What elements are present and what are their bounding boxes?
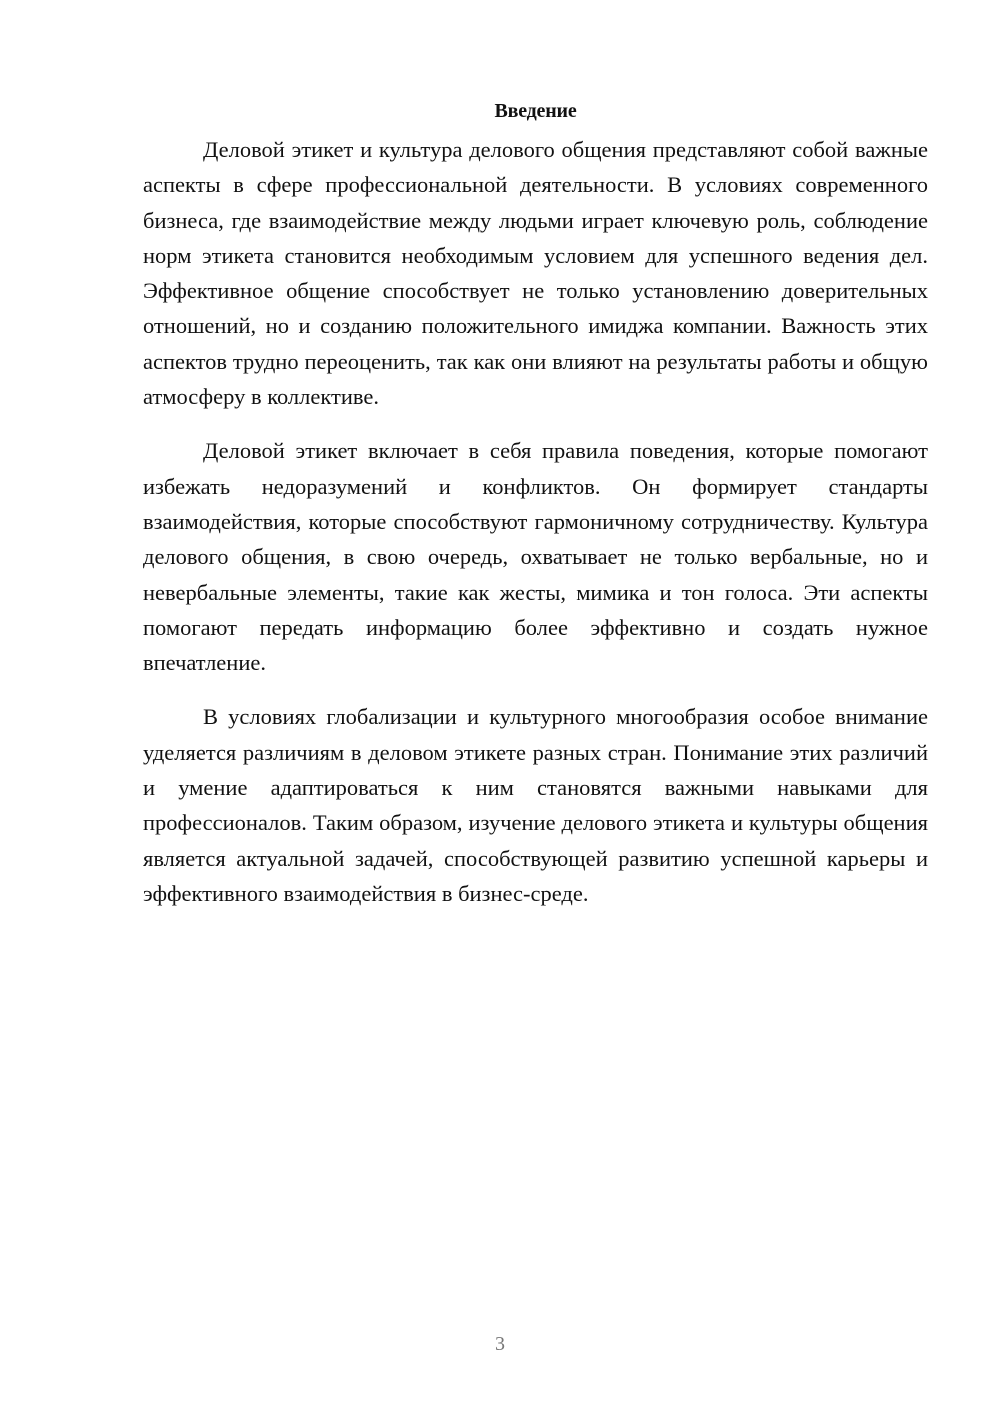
page-number: 3	[495, 1333, 505, 1355]
paragraph-3: В условиях глобализации и культурного многообразия особое внимание уделяется различиям в деловом этикете разных стран. Понимание этих различий и умение адаптироваться к ним становятся важными навыками для профессионалов. Таким образом, изучение делового этикета и культуры общения является актуальной задачей, способствующей развитию успешной карьеры и эффективного взаимодействия в бизнес-среде.	[143, 704, 928, 906]
page-content	[143, 96, 928, 930]
paragraph-1: Деловой этикет и культура делового общения представляют собой важные аспекты в сфере профессиональной деятельности. В условиях современного бизнеса, где взаимодействие между людьми играет ключевую роль, соблюдение норм этикета становится необходимым условием для успешного ведения дел. Эффективное общение способствует не только установлению доверительных отношений, но и созданию положительного имиджа компании. Важность этих аспектов трудно переоценить, так как они влияют на результаты работы и общую атмосферу в коллективе.	[143, 137, 928, 410]
section-heading: Введение	[494, 100, 577, 122]
paragraph-2: Деловой этикет включает в себя правила поведения, которые помогают избежать недоразумений и конфликтов. Он формирует стандарты взаимодействия, которые способствуют гармоничному сотрудничеству. Культура делового общения, в свою очередь, охватывает не только вербальные, но и невербальные элементы, такие как жесты, мимика и тон голоса. Эти аспекты помогают передать информацию более эффективно и создать нужное впечатление.	[143, 438, 928, 676]
